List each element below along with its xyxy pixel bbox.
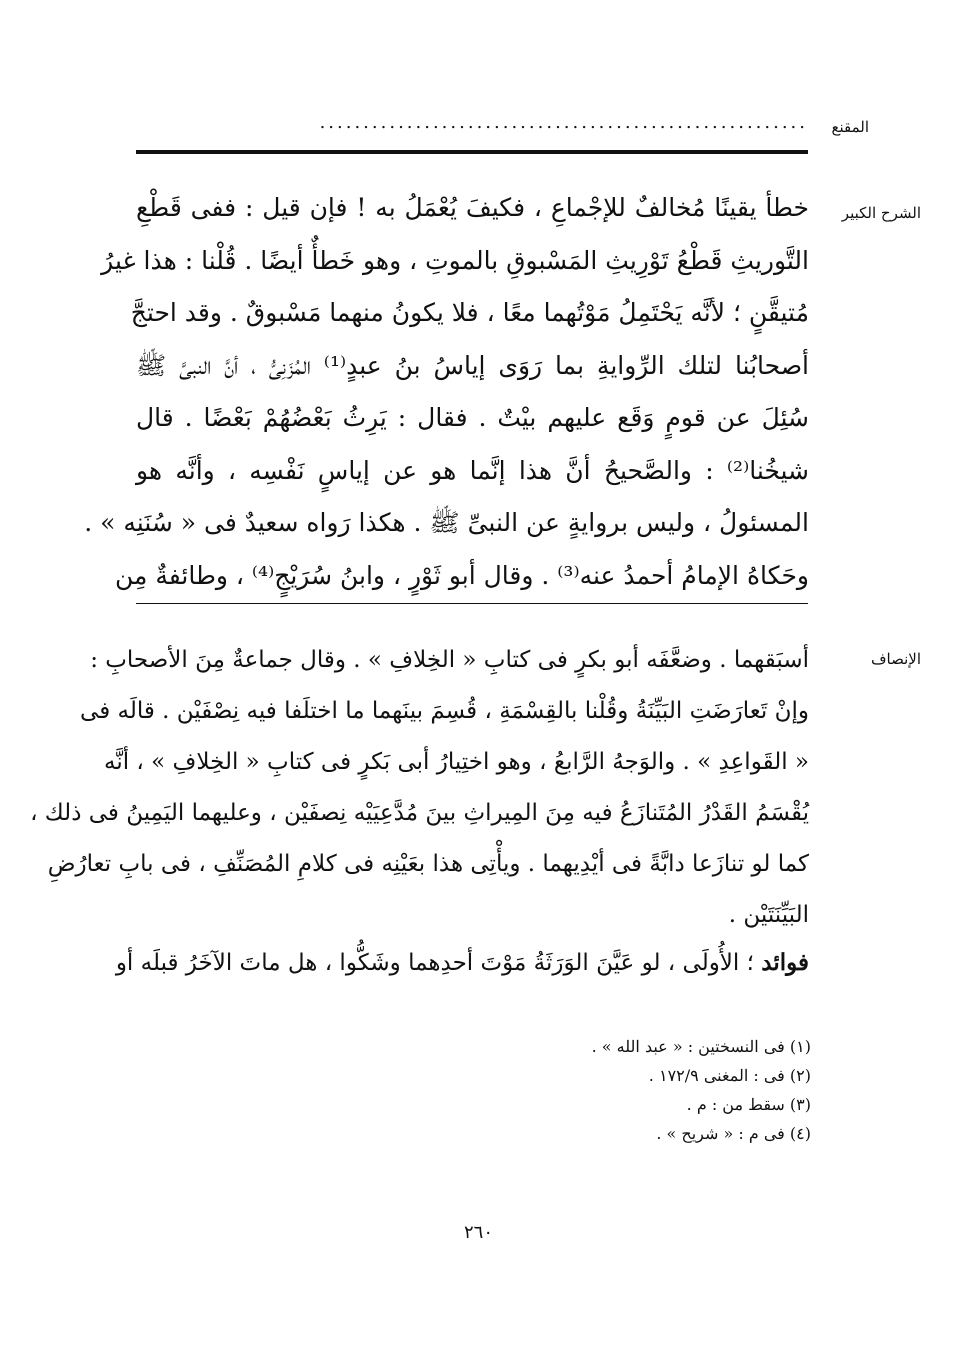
text-line: وإنْ تَعارَضَتِ البَيِّنَةُ وقُلْنا بالقِسْمَةِ ، قُسِمَ بينَهما ما اختلَفا فيه نِصْفَيْن . قالَه فى (80, 698, 809, 724)
footnote: (٢) فى : المغنى ١٧٢/٩ . (648, 1066, 811, 1085)
sharh-text (84, 182, 809, 602)
header-dotted-leader: ........................................................ (319, 112, 808, 133)
text-line: كما لو تنازَعا دابَّةً فى أيْدِيهما . ويأْتِى هذا بعَيْنِه فى كلامِ المُصَنِّفِ ، فى بابِ تعارُضِ (47, 851, 809, 877)
header-rule (136, 150, 808, 154)
page-number: ٢٦٠ (463, 1222, 493, 1243)
text-line: التَّوريثِ قَطْعُ تَوْرِيثِ المَسْبوقِ بالموتِ ، وهو خَطأٌ أيضًا . قُلْنا : هذا غيرُ (101, 245, 809, 275)
book-title: المقنع (831, 118, 869, 136)
text-line: خطأ يقينًا مُخالفٌ للإجْماعِ ، فكيفَ يُعْمَلُ به ! فإن قيل : ففى قَطْعِ (136, 193, 809, 222)
text-line: يُقْسَمُ القَدْرُ المُتَنازَعُ فيه مِنَ المِيراثِ بينَ مُدَّعِيَيْه نِصفَيْن ، وعليهما اليَمِينُ فى ذلك ، (30, 800, 809, 826)
footnote: (١) فى النسختين : « عبد الله » . (591, 1037, 811, 1056)
benefits-paragraph (115, 938, 809, 988)
benefits-text: ؛ الأُولَى ، لو عَيَّنَ الوَرَثَةُ مَوْتَ أحدِهما وشَكُّوا ، هل ماتَ الآخَرُ قبلَه أو (115, 950, 762, 976)
insaf-text (30, 635, 809, 941)
text-line: المسئولُ ، وليس بروايةٍ عن النبىِّ ﷺ . هكذا رَواه سعيدٌ فى « سُنَنِه » . (84, 508, 809, 537)
footnote: (٣) سقط من : م . (686, 1095, 811, 1114)
section-divider (136, 603, 808, 604)
text-line: البَيِّنَتَيْن . (728, 902, 809, 928)
section-label-insaf: الإنصاف (870, 650, 921, 668)
benefits-lead: فوائد (761, 949, 809, 976)
text-line: مُتيقَّنٍ ؛ لأنَّه يَحْتَمِلُ مَوْتُهما معًا ، فلا يكونُ منهما مَسْبوقٌ . وقد احتجَّ (130, 298, 809, 327)
text-line: سُئِلَ عن قومٍ وَقَع عليهم بيْتٌ . فقال : يَرِثُ بَعْضُهُمْ بَعْضًا . قال (136, 403, 809, 432)
text-line: أصحابُنا لتلك الرِّوايةِ بما رَوَى إياسُ بنُ عبدٍ⁽¹⁾ المُزَنِىُّ ، أنَّ النبىَّ ﷺ (136, 350, 809, 380)
footnote: (٤) فى م : « شريح » . (656, 1124, 811, 1143)
text-line: أسبَقهما . وضعَّفَه أبو بكرٍ فى كتابِ « الخِلافِ » . وقال جماعةٌ مِنَ الأصحابِ : (90, 647, 809, 673)
text-line: شيخُنا⁽²⁾ : والصَّحيحُ أنَّ هذا إنَّما هو عن إياسٍ نَفْسِه ، وأنَّه هو (136, 455, 809, 485)
footnotes (592, 1032, 811, 1148)
section-label-sharh: الشرح الكبير (841, 204, 921, 222)
text-line: وحَكاهُ الإمامُ أحمدُ عنه⁽³⁾ . وقال أبو ثَوْرٍ ، وابنُ سُرَيْجٍ⁽⁴⁾ ، وطائفةٌ مِن (114, 560, 809, 590)
text-line: « القَواعِدِ » . والوَجهُ الرَّابعُ ، وهو اختِيارُ أبى بَكرٍ فى كتابِ « الخِلافِ » ، أنَّه (103, 749, 809, 775)
